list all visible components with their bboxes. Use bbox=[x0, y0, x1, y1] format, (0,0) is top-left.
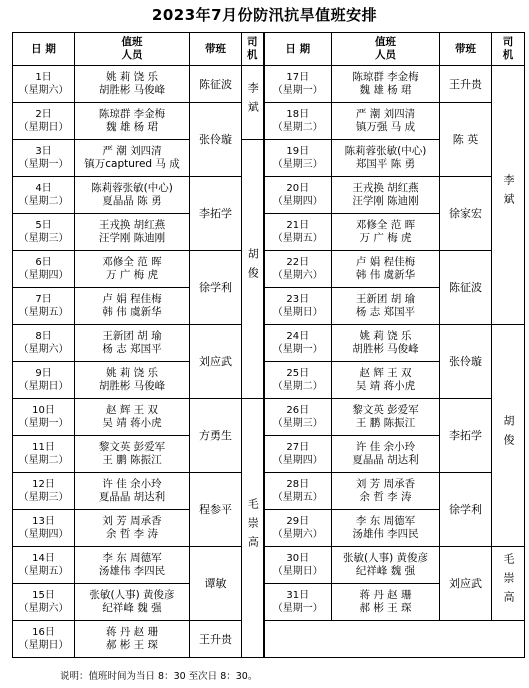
date-day: 31日 bbox=[286, 590, 310, 601]
date-cell bbox=[13, 288, 75, 325]
duty-names-line2: 魏 雄 杨 珺 bbox=[359, 84, 412, 96]
date-weekday: （星期日） bbox=[18, 640, 69, 651]
driver-cell bbox=[492, 325, 525, 547]
duty-names-line1: 卢 娟 程佳梅 bbox=[102, 293, 162, 305]
header-lead-right: 带班 bbox=[440, 33, 492, 66]
date-weekday: （星期五） bbox=[272, 492, 323, 503]
lead-cell: 谭敏 bbox=[190, 547, 242, 621]
duty-names-line2: 纪祥峰 魏 强 bbox=[355, 565, 416, 577]
duty-names-line2: 胡胜彬 马俊峰 bbox=[352, 343, 419, 355]
date-weekday: （星期日） bbox=[272, 566, 323, 577]
schedule-body bbox=[13, 66, 525, 658]
date-cell bbox=[13, 362, 75, 399]
date-weekday: （星期一） bbox=[18, 418, 69, 429]
date-day: 12日 bbox=[32, 479, 55, 490]
lead-cell: 程参平 bbox=[190, 473, 242, 547]
table-row bbox=[13, 399, 525, 436]
driver-cell bbox=[242, 66, 264, 140]
lead-cell: 刘应武 bbox=[190, 325, 242, 399]
date-day: 23日 bbox=[286, 294, 310, 305]
date-cell bbox=[264, 140, 332, 177]
date-cell bbox=[13, 399, 75, 436]
date-weekday: （星期四） bbox=[18, 270, 69, 281]
date-weekday: （星期日） bbox=[18, 122, 69, 133]
date-cell bbox=[13, 547, 75, 584]
driver-name: 毛崇高 bbox=[502, 553, 515, 610]
duty-cell bbox=[75, 140, 190, 177]
date-cell bbox=[13, 436, 75, 473]
duty-names-line2: 王 鹏 陈振江 bbox=[355, 417, 416, 429]
lead-cell: 李拓学 bbox=[190, 177, 242, 251]
table-row bbox=[13, 251, 525, 288]
duty-names-line2: 吴 靖 蒋小虎 bbox=[355, 380, 416, 392]
duty-names-line2: 韩 伟 虞新华 bbox=[355, 269, 416, 281]
duty-names-line1: 卢 娟 程佳梅 bbox=[355, 256, 416, 268]
date-cell bbox=[13, 510, 75, 547]
table-row bbox=[13, 547, 525, 584]
date-weekday: （星期六） bbox=[18, 344, 69, 355]
duty-cell bbox=[332, 288, 440, 325]
date-weekday: （星期六） bbox=[272, 529, 323, 540]
duty-names-line2: 汤雄伟 李四民 bbox=[352, 528, 419, 540]
table-row bbox=[13, 103, 525, 140]
header-row bbox=[13, 33, 525, 66]
duty-names-line1: 刘 芳 周承香 bbox=[102, 515, 162, 527]
date-weekday: （星期四） bbox=[272, 455, 323, 466]
duty-names-line2: 杨 志 郑国平 bbox=[102, 343, 162, 355]
driver-cell bbox=[242, 140, 264, 399]
duty-names-line2: 杨 志 郑国平 bbox=[355, 306, 416, 318]
duty-names-line1: 姚 莉 饶 乐 bbox=[359, 330, 412, 342]
duty-names-line1: 张敏(人事) 黄俊彦 bbox=[89, 589, 175, 601]
date-cell bbox=[264, 473, 332, 510]
duty-names-line2: 纪祥峰 魏 强 bbox=[102, 602, 162, 614]
driver-name: 李斌 bbox=[246, 81, 260, 120]
date-weekday: （星期三） bbox=[272, 159, 323, 170]
duty-names-line2: 汪学刚 陈迪刚 bbox=[352, 195, 419, 207]
duty-schedule-table bbox=[12, 32, 525, 658]
duty-names-line2: 余 哲 李 涛 bbox=[105, 528, 158, 540]
date-cell bbox=[264, 547, 332, 584]
date-day: 25日 bbox=[286, 368, 310, 379]
date-cell bbox=[13, 251, 75, 288]
date-day: 10日 bbox=[32, 405, 55, 416]
duty-cell bbox=[332, 251, 440, 288]
duty-names-line1: 许 佳 余小玲 bbox=[355, 441, 416, 453]
duty-cell bbox=[75, 547, 190, 584]
driver-cell bbox=[492, 547, 525, 621]
date-day: 2日 bbox=[35, 109, 52, 120]
duty-names-line2: 汤雄伟 李四民 bbox=[98, 565, 166, 577]
date-weekday: （星期六） bbox=[18, 603, 69, 614]
date-day: 6日 bbox=[35, 257, 52, 268]
lead-cell: 张伶璇 bbox=[440, 325, 492, 399]
table-row bbox=[13, 473, 525, 510]
duty-names-line2: 余 哲 李 涛 bbox=[359, 491, 412, 503]
date-day: 29日 bbox=[286, 516, 310, 527]
date-cell bbox=[13, 103, 75, 140]
duty-names-line1: 陈莉蓉张敏(中心) bbox=[344, 145, 427, 157]
duty-cell bbox=[332, 325, 440, 362]
duty-names-line1: 李 东 周德军 bbox=[355, 515, 416, 527]
lead-cell: 刘应武 bbox=[440, 547, 492, 621]
date-cell bbox=[13, 584, 75, 621]
duty-names-line1: 蒋 丹 赵 珊 bbox=[105, 626, 158, 638]
duty-cell bbox=[332, 436, 440, 473]
date-day: 18日 bbox=[286, 109, 310, 120]
date-weekday: （星期二） bbox=[18, 196, 69, 207]
duty-names-line2: 镇万captured 马 成 bbox=[84, 158, 180, 170]
header-date-right: 日 期 bbox=[264, 33, 332, 66]
duty-names-line1: 赵 辉 王 双 bbox=[105, 404, 158, 416]
date-day: 26日 bbox=[286, 405, 310, 416]
empty-cell bbox=[264, 621, 525, 658]
duty-names-line2: 镇万强 马 成 bbox=[355, 121, 416, 133]
date-cell bbox=[264, 584, 332, 621]
page-title: 2023年7月份防汛抗旱值班安排 bbox=[151, 6, 378, 24]
duty-names-line1: 陈琼群 李金梅 bbox=[98, 108, 166, 120]
duty-names-line1: 刘 芳 周承香 bbox=[355, 478, 416, 490]
lead-cell: 王升贵 bbox=[440, 66, 492, 103]
duty-names-line2: 夏晶晶 胡达利 bbox=[98, 491, 166, 503]
date-cell bbox=[13, 214, 75, 251]
duty-names-line1: 姚 莉 饶 乐 bbox=[105, 367, 158, 379]
duty-cell bbox=[75, 362, 190, 399]
date-weekday: （星期五） bbox=[18, 307, 69, 318]
date-day: 20日 bbox=[286, 183, 310, 194]
date-day: 5日 bbox=[35, 220, 52, 231]
date-weekday: （星期三） bbox=[272, 418, 323, 429]
date-day: 1日 bbox=[35, 72, 52, 83]
date-cell bbox=[13, 473, 75, 510]
duty-names-line1: 赵 辉 王 双 bbox=[359, 367, 412, 379]
duty-names-line2: 魏 雄 杨 珺 bbox=[105, 121, 158, 133]
header-lead-left: 带班 bbox=[190, 33, 242, 66]
date-weekday: （星期二） bbox=[272, 381, 323, 392]
date-cell bbox=[264, 399, 332, 436]
date-weekday: （星期六） bbox=[272, 270, 323, 281]
duty-names-line1: 许 佳 余小玲 bbox=[102, 478, 162, 490]
duty-names-line1: 王新团 胡 瑜 bbox=[355, 293, 416, 305]
header-duty-right: 值班 人员 bbox=[332, 33, 440, 66]
duty-names-line1: 黎文英 彭爱军 bbox=[352, 404, 419, 416]
table-row bbox=[13, 66, 525, 103]
duty-names-line2: 韩 伟 虞新华 bbox=[102, 306, 162, 318]
date-day: 8日 bbox=[35, 331, 52, 342]
duty-cell bbox=[75, 584, 190, 621]
duty-names-line2: 夏晶晶 胡达利 bbox=[352, 454, 419, 466]
duty-cell bbox=[332, 214, 440, 251]
date-day: 15日 bbox=[32, 590, 55, 601]
duty-cell bbox=[332, 177, 440, 214]
duty-names-line1: 姚 莉 饶 乐 bbox=[105, 71, 158, 83]
duty-cell bbox=[75, 399, 190, 436]
duty-names-line2: 郝 彬 王 琛 bbox=[105, 639, 158, 651]
date-cell bbox=[13, 177, 75, 214]
duty-names-line1: 王戎换 胡红燕 bbox=[98, 219, 166, 231]
duty-cell bbox=[75, 473, 190, 510]
duty-names-line2: 王 鹏 陈振江 bbox=[102, 454, 162, 466]
table-row bbox=[13, 177, 525, 214]
date-weekday: （星期一） bbox=[272, 344, 323, 355]
duty-names-line1: 蒋 丹 赵 珊 bbox=[359, 589, 412, 601]
duty-cell bbox=[75, 214, 190, 251]
driver-name: 胡俊 bbox=[246, 248, 260, 286]
date-weekday: （星期四） bbox=[272, 196, 323, 207]
driver-cell bbox=[242, 399, 264, 658]
date-cell bbox=[264, 251, 332, 288]
header-driver-right: 司 机 bbox=[492, 33, 525, 66]
date-cell bbox=[13, 140, 75, 177]
date-day: 7日 bbox=[35, 294, 52, 305]
duty-names-line1: 严 潮 刘四清 bbox=[102, 145, 162, 157]
date-cell bbox=[13, 66, 75, 103]
duty-names-line1: 王戎换 胡红燕 bbox=[352, 182, 419, 194]
table-row bbox=[13, 621, 525, 658]
date-cell bbox=[264, 288, 332, 325]
date-weekday: （星期五） bbox=[18, 566, 69, 577]
date-day: 16日 bbox=[32, 627, 55, 638]
date-day: 21日 bbox=[286, 220, 310, 231]
date-weekday: （星期二） bbox=[18, 455, 69, 466]
duty-names-line1: 李 东 周德军 bbox=[102, 552, 162, 564]
duty-names-line1: 严 潮 刘四清 bbox=[355, 108, 416, 120]
date-day: 27日 bbox=[286, 442, 310, 453]
duty-cell bbox=[332, 103, 440, 140]
duty-names-line1: 陈莉蓉张敏(中心) bbox=[91, 182, 173, 194]
header-driver-left: 司 机 bbox=[242, 33, 264, 66]
date-day: 17日 bbox=[286, 72, 310, 83]
date-weekday: （星期四） bbox=[18, 529, 69, 540]
duty-cell bbox=[75, 436, 190, 473]
date-day: 4日 bbox=[35, 183, 52, 194]
date-day: 13日 bbox=[32, 516, 55, 527]
lead-cell: 徐学利 bbox=[190, 251, 242, 325]
table-row bbox=[13, 325, 525, 362]
duty-cell bbox=[75, 251, 190, 288]
date-day: 11日 bbox=[32, 442, 55, 453]
driver-name: 毛崇高 bbox=[246, 497, 260, 555]
date-cell bbox=[264, 103, 332, 140]
date-cell bbox=[264, 362, 332, 399]
date-weekday: （星期五） bbox=[272, 233, 323, 244]
date-cell bbox=[264, 510, 332, 547]
duty-names-line2: 万 广 梅 虎 bbox=[359, 232, 412, 244]
date-weekday: （星期二） bbox=[272, 122, 323, 133]
lead-cell: 陈 英 bbox=[440, 103, 492, 177]
date-day: 24日 bbox=[286, 331, 310, 342]
duty-cell bbox=[75, 510, 190, 547]
duty-cell bbox=[332, 140, 440, 177]
driver-name: 李斌 bbox=[502, 174, 515, 212]
date-weekday: （星期三） bbox=[18, 492, 69, 503]
lead-cell: 陈征波 bbox=[440, 251, 492, 325]
lead-cell: 王升贵 bbox=[190, 621, 242, 658]
date-day: 28日 bbox=[286, 479, 310, 490]
duty-cell bbox=[332, 362, 440, 399]
lead-cell: 徐家宏 bbox=[440, 177, 492, 251]
lead-cell: 方勇生 bbox=[190, 399, 242, 473]
date-cell bbox=[264, 66, 332, 103]
duty-names-line1: 邓修全 范 晖 bbox=[102, 256, 162, 268]
duty-names-line1: 陈琼群 李金梅 bbox=[352, 71, 419, 83]
duty-names-line1: 王新团 胡 瑜 bbox=[102, 330, 162, 342]
duty-names-line2: 胡胜彬 马俊峰 bbox=[98, 380, 166, 392]
duty-cell bbox=[332, 547, 440, 584]
date-cell bbox=[264, 436, 332, 473]
duty-cell bbox=[332, 399, 440, 436]
date-day: 22日 bbox=[286, 257, 310, 268]
duty-cell bbox=[75, 66, 190, 103]
duty-cell bbox=[75, 621, 190, 658]
date-weekday: （星期三） bbox=[18, 233, 69, 244]
lead-cell: 陈征波 bbox=[190, 66, 242, 103]
duty-names-line1: 张敏(人事) 黄俊彦 bbox=[342, 552, 429, 564]
date-cell bbox=[13, 621, 75, 658]
duty-names-line2: 夏晶晶 陈 勇 bbox=[102, 195, 162, 207]
lead-cell: 徐学利 bbox=[440, 473, 492, 547]
duty-cell bbox=[75, 288, 190, 325]
duty-cell bbox=[75, 177, 190, 214]
date-day: 30日 bbox=[286, 553, 310, 564]
date-cell bbox=[264, 325, 332, 362]
date-day: 19日 bbox=[286, 146, 310, 157]
date-weekday: （星期一） bbox=[18, 159, 69, 170]
date-day: 3日 bbox=[35, 146, 52, 157]
date-cell bbox=[264, 214, 332, 251]
duty-cell bbox=[75, 325, 190, 362]
duty-names-line2: 郑国平 陈 勇 bbox=[355, 158, 416, 170]
duty-cell bbox=[332, 510, 440, 547]
date-weekday: （星期一） bbox=[272, 85, 323, 96]
footnote: 说明：值班时间为当日 8：30 至次日 8：30。 bbox=[60, 671, 258, 682]
duty-cell bbox=[75, 103, 190, 140]
duty-names-line2: 郝 彬 王 琛 bbox=[359, 602, 412, 614]
header-duty-left: 值班 人员 bbox=[75, 33, 190, 66]
date-weekday: （星期日） bbox=[18, 381, 69, 392]
lead-cell: 张伶璇 bbox=[190, 103, 242, 177]
duty-names-line2: 汪学刚 陈迪刚 bbox=[98, 232, 166, 244]
duty-cell bbox=[332, 66, 440, 103]
date-weekday: （星期日） bbox=[272, 307, 323, 318]
date-weekday: （星期六） bbox=[18, 85, 69, 96]
duty-names-line2: 吴 靖 蒋小虎 bbox=[102, 417, 162, 429]
driver-name: 胡俊 bbox=[502, 414, 515, 453]
date-cell bbox=[13, 325, 75, 362]
date-cell bbox=[264, 177, 332, 214]
duty-cell bbox=[332, 584, 440, 621]
duty-cell bbox=[332, 473, 440, 510]
lead-cell: 李拓学 bbox=[440, 399, 492, 473]
header-date-left: 日 期 bbox=[13, 33, 75, 66]
duty-names-line2: 胡胜彬 马俊峰 bbox=[98, 84, 166, 96]
date-day: 14日 bbox=[32, 553, 55, 564]
duty-names-line1: 邓修全 范 晖 bbox=[355, 219, 416, 231]
duty-names-line2: 万 广 梅 虎 bbox=[105, 269, 158, 281]
date-day: 9日 bbox=[35, 368, 52, 379]
date-weekday: （星期一） bbox=[272, 603, 323, 614]
driver-cell bbox=[492, 66, 525, 325]
duty-names-line1: 黎文英 彭爱军 bbox=[98, 441, 166, 453]
